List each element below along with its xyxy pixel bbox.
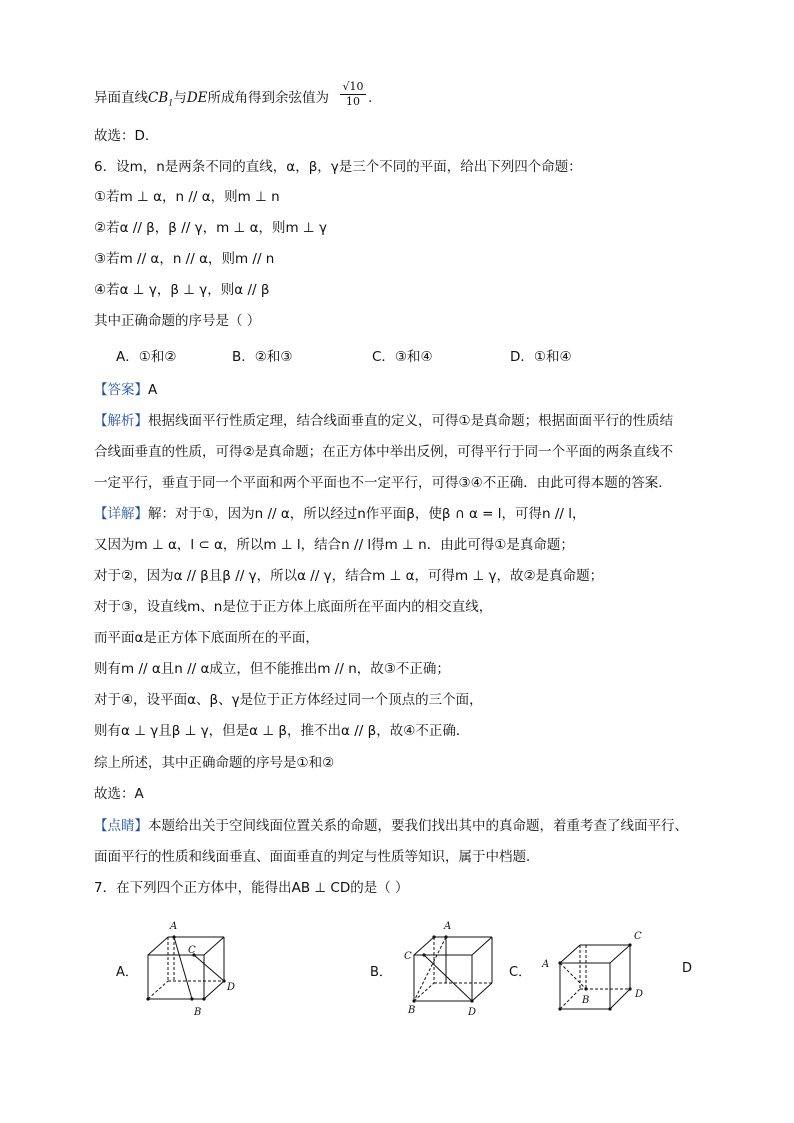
q6-stem: 6．设m，n是两条不同的直线，α，β，γ是三个不同的平面，给出下列四个命题： — [94, 159, 582, 175]
comment-text-1: 本题给出关于空间线面位置关系的命题，要我们找出其中的真命题，着重考查了线面平行、 — [148, 818, 688, 834]
q6-option-b[interactable]: B．②和③ — [232, 349, 293, 365]
q6-final-answer: 故选：A — [94, 786, 144, 802]
fig-c-point-c: C — [634, 931, 642, 942]
q6-analysis-line-2: 合线面垂直的性质，可得②是真命题；在正方体中举出反例，可得平行于同一个平面的两条直线不 — [94, 444, 674, 460]
cube-figure-c — [538, 925, 658, 1024]
fig-a-point-b: B — [194, 1007, 202, 1018]
fig-b-point-a: A — [444, 921, 452, 932]
fig-c-point-b: B — [582, 995, 590, 1006]
prev-answer: 故选：D. — [94, 128, 150, 144]
q6-answer-line — [94, 380, 157, 400]
fig-a-point-d: D — [227, 982, 236, 993]
intro-prefix: 异面直线 — [94, 90, 148, 106]
q7-stem: 7．在下列四个正方体中，能得出AB ⊥ CD的是（ ） — [94, 880, 409, 896]
q6-proposition-1: ①若m ⊥ α，n // α，则m ⊥ n — [94, 189, 280, 205]
q6-question: 其中正确命题的序号是（ ） — [94, 313, 261, 329]
fig-c-point-d: D — [635, 989, 644, 1000]
q6-detail-line-8: 则有α ⊥ γ且β ⊥ γ，但是α ⊥ β，推不出α // β，故④不正确． — [94, 723, 470, 739]
q6-detail-line-7: 对于④，设平面α、β、γ是位于正方体经过同一个顶点的三个面， — [94, 692, 483, 708]
q6-detail-line-1 — [94, 504, 586, 524]
de-symbol: DE — [186, 90, 208, 106]
q6-option-d[interactable]: D．①和④ — [510, 349, 572, 365]
intro-suffix: 所成角得到余弦值为 — [207, 90, 330, 106]
intro-and: 与 — [173, 90, 187, 106]
fig-b-point-b: B — [408, 1005, 416, 1016]
comment-tag: 【点睛】 — [94, 818, 148, 834]
q7-figure-label-d[interactable]: D — [682, 961, 693, 976]
fig-b-point-d: D — [468, 1007, 477, 1018]
analysis-tag: 【解析】 — [94, 413, 148, 429]
answer-value: A — [148, 382, 158, 398]
q6-comment-line-2: 面面平行的性质和线面垂直、面面垂直的判定与性质等知识，属于中档题． — [94, 849, 540, 865]
fraction-numerator: √10 — [340, 80, 366, 95]
q6-detail-line-6: 则有m // α且n // α成立，但不能推出m // n，故③不正确； — [94, 661, 450, 677]
cube-figure-b — [400, 915, 505, 1024]
detail-text-1: 解：对于①，因为n // α，所以经过n作平面β，使β ∩ α = l，可得n // l， — [148, 506, 586, 522]
answer-tag: 【答案】 — [94, 382, 148, 398]
q6-option-a[interactable]: A．①和② — [116, 349, 177, 365]
analysis-text-1: 根据线面平行性质定理，结合线面垂直的定义，可得①是真命题；根据面面平行的性质结 — [148, 413, 674, 429]
q6-detail-line-3: 对于②，因为α // β且β // γ，所以α // γ，结合m ⊥ α，可得m ⊥ γ，故②是真命题； — [94, 568, 604, 584]
fig-a-point-c: C — [188, 945, 196, 956]
q6-proposition-4: ④若α ⊥ γ，β ⊥ γ，则α // β — [94, 282, 270, 298]
q6-detail-line-4: 对于③，设直线m、n是位于正方体上底面所在平面内的相交直线， — [94, 599, 493, 615]
cb1-symbol: $CB_1$ — [148, 90, 174, 108]
q6-option-c[interactable]: C．③和④ — [372, 349, 433, 365]
q6-proposition-2: ②若α // β，β // γ，m ⊥ α，则m ⊥ γ — [94, 220, 327, 236]
q7-figure-label-c[interactable]: C． — [509, 965, 532, 980]
q6-proposition-3: ③若m // α，n // α，则m // n — [94, 251, 275, 267]
fraction-denominator: 10 — [346, 95, 360, 108]
fig-a-point-a: A — [170, 921, 178, 932]
fig-c-point-a: A — [542, 959, 550, 970]
intro-line — [94, 88, 329, 114]
q6-detail-line-9: 综上所述，其中正确命题的序号是①和② — [94, 755, 335, 771]
fig-b-point-c: C — [404, 951, 412, 962]
q6-comment-line-1 — [94, 816, 688, 836]
q7-figure-label-a[interactable]: A． — [116, 965, 138, 980]
cube-figure-a — [140, 915, 250, 1024]
detail-tag: 【详解】 — [94, 506, 148, 522]
q6-detail-line-2: 又因为m ⊥ α，l ⊂ α，所以m ⊥ l，结合n // l得m ⊥ n．由此可得①是真命题； — [94, 537, 574, 553]
intro-period: . — [368, 90, 373, 106]
q6-analysis-line-1 — [94, 411, 673, 431]
cosine-fraction — [340, 80, 366, 109]
q6-detail-line-5: 而平面α是正方体下底面所在的平面， — [94, 630, 319, 646]
q7-figure-label-b[interactable]: B． — [370, 965, 392, 980]
q6-analysis-line-3: 一定平行，垂直于同一个平面和两个平面也不一定平行，可得③④不正确．由此可得本题的答案． — [94, 475, 672, 491]
